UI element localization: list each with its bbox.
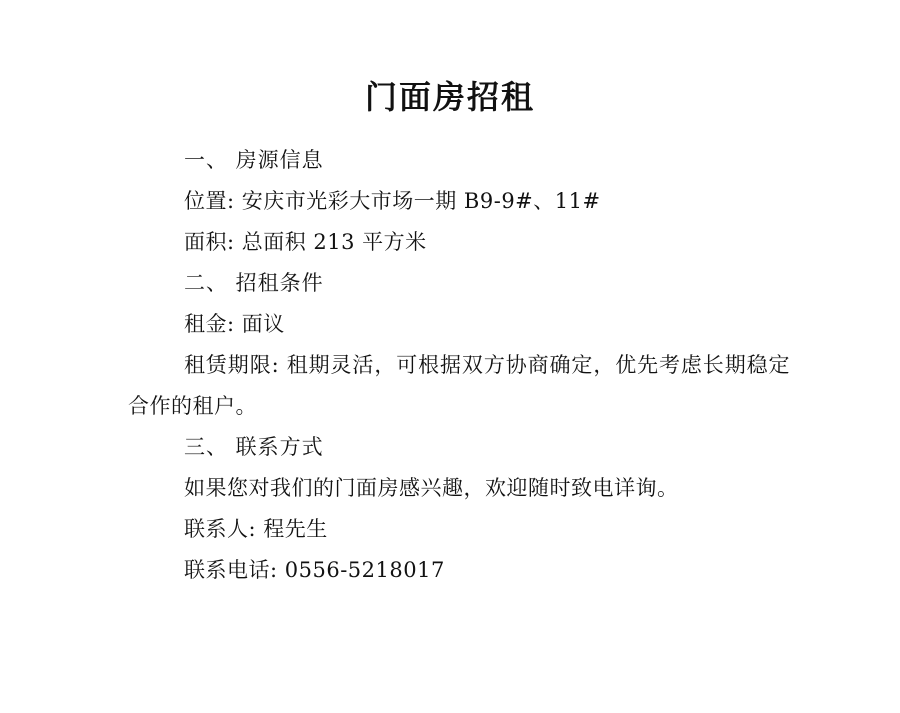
housing-area-line: 面积: 总面积 213 平方米 [184,230,427,255]
contact-person-line: 联系人: 程先生 [184,516,328,541]
page-title: 门面房招租 [364,78,535,116]
document-body [0,140,900,590]
section-heading-housing-info: 一、 房源信息 [184,148,324,173]
section-heading-contact: 三、 联系方式 [184,434,324,459]
section-heading-rental-terms: 二、 招租条件 [184,271,324,296]
rent-price-line: 租金: 面议 [184,312,285,337]
housing-location-line: 位置: 安庆市光彩大市场一期 B9-9#、11# [184,189,601,214]
contact-phone-line: 联系电话: 0556-5218017 [184,557,445,582]
lease-term-paragraph: 租赁期限: 租期灵活，可根据双方协商确定，优先考虑长期稳定合作的租户。 [128,353,790,419]
contact-invitation-line: 如果您对我们的门面房感兴趣，欢迎随时致电详询。 [184,475,679,500]
